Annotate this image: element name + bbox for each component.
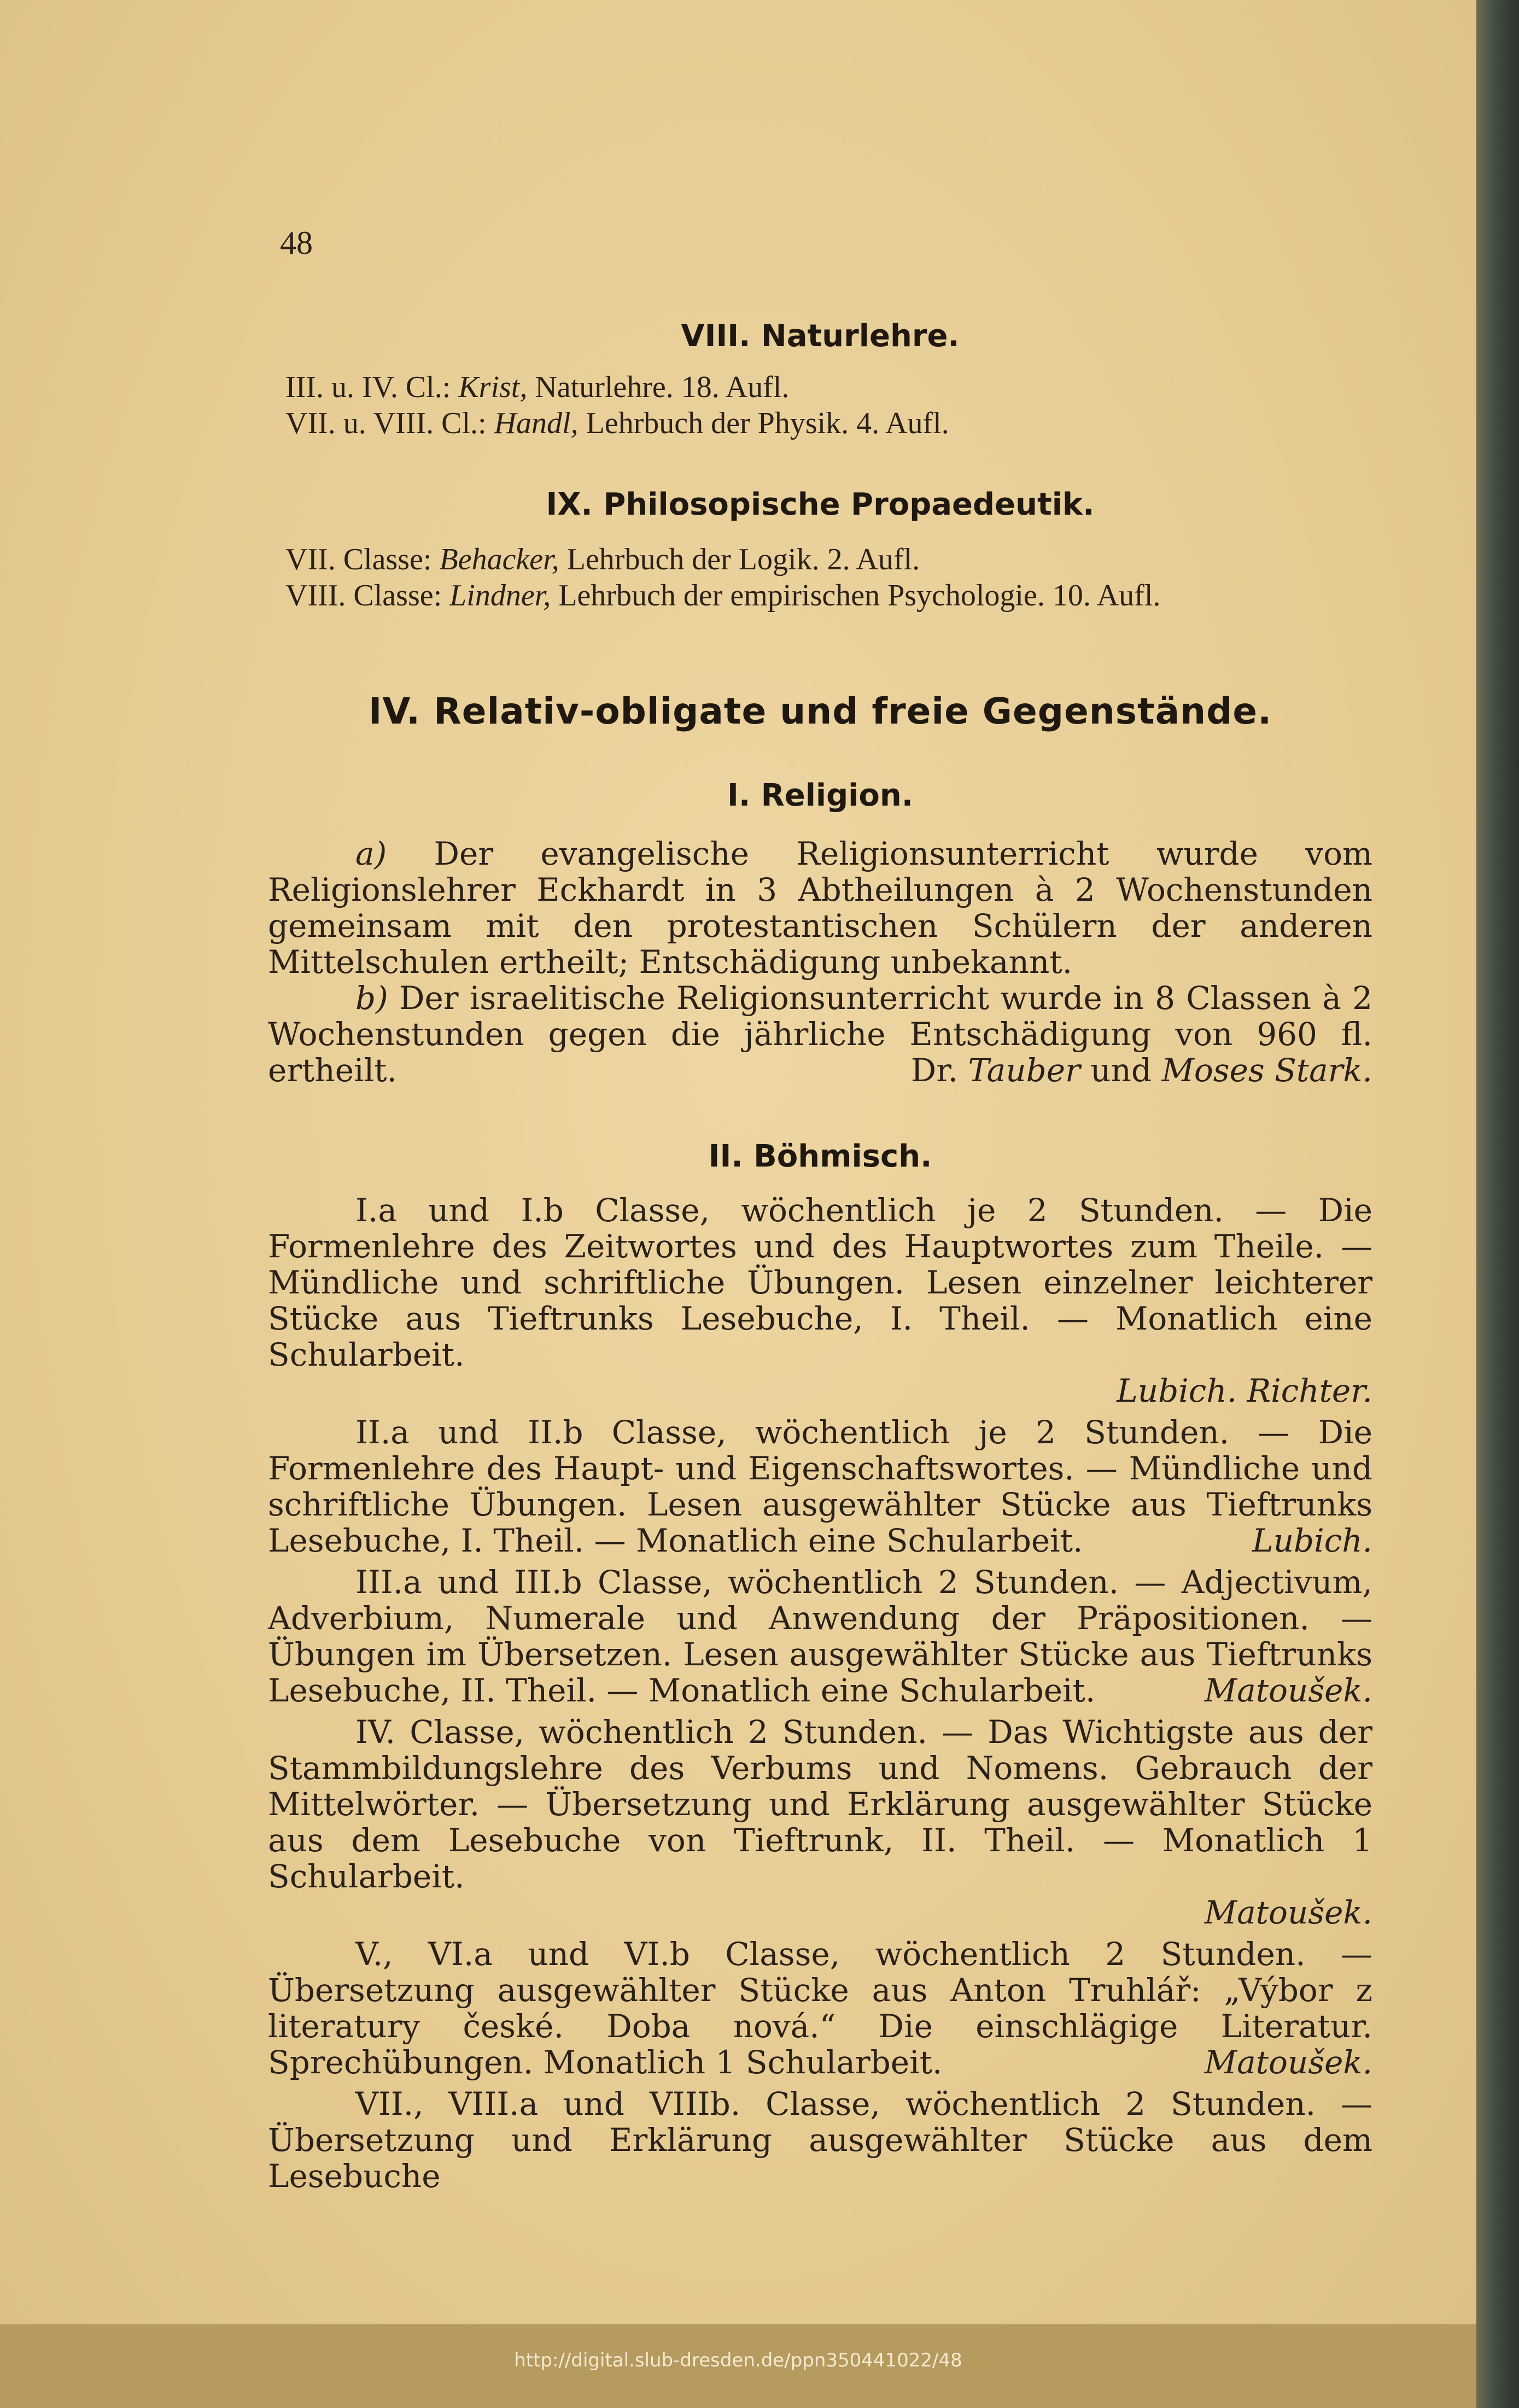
class-label: VII. Classe: xyxy=(285,543,432,576)
section-title-propaedeutik: IX. Philosopische Propaedeutik. xyxy=(546,487,1095,522)
signature: Matoušek. xyxy=(1204,1672,1372,1709)
signature: Matoušek. xyxy=(1204,2044,1372,2081)
list-item xyxy=(285,541,1379,578)
paragraph-text: Der evangelische Religionsunterricht wurde vom Religionslehrer Eckhardt in 3 Abtheilungen à 2 Wochenstunden gemeinsam mit den protestantischen Schülern der anderen Mittelschulen ertheilt; Entschädigung unbekannt. xyxy=(268,835,1372,981)
class-label: VIII. Classe: xyxy=(285,579,442,613)
item-marker: b) xyxy=(355,979,388,1017)
page-number: 48 xyxy=(280,225,313,261)
bohmisch-text xyxy=(268,1192,1372,2194)
section-title-religion: I. Religion. xyxy=(727,778,913,813)
author: Lindner, xyxy=(449,579,551,613)
signature: Lubich. xyxy=(1252,1522,1372,1559)
paragraph xyxy=(268,1414,1372,1559)
signature: Matoušek. xyxy=(1204,1894,1372,1931)
section-title-naturlehre: VIII. Naturlehre. xyxy=(681,318,960,354)
paragraph-text: Der israelitische Religionsunterricht wurde in 8 Classen à 2 Wochenstunden gegen die jährliche Entschädigung von 960 fl. ertheilt. xyxy=(268,979,1372,1089)
signature: Lubich. Richter. xyxy=(1117,1372,1372,1409)
list-item xyxy=(285,578,1379,614)
sign-prefix: Dr. xyxy=(910,1052,959,1089)
signature xyxy=(823,1052,1372,1088)
class-label: VII. u. VIII. Cl.: xyxy=(285,406,487,440)
footer-url: http://digital.slub-dresden.de/ppn350441022/48 xyxy=(514,2349,962,2371)
paragraph: IV. Classe, wöchentlich 2 Stunden. — Das Wichtigste aus der Stammbildungslehre des Verbums und Nomens. Gebrauch der Mittelwörter. — Übersetzung und Erklärung ausgewählter Stücke aus dem Lesebuche von Tieftrunk, II. Theil. — Monatlich 1 Schularbeit. xyxy=(268,1713,1372,1895)
author: Behacker, xyxy=(439,543,559,576)
paragraph xyxy=(268,1564,1372,1709)
paragraph-text: III.a und III.b Classe, wöchentlich 2 Stunden. — Adjectivum, Adverbium, Numerale und Anwendung der Präpositionen. — Übungen im Übersetzen. Lesen ausgewählter Stücke aus Tieftrunks Lesebuche, II. Theil. — Monatlich eine Schularbeit. xyxy=(268,1564,1372,1709)
author: Handl, xyxy=(494,406,579,440)
paragraph xyxy=(268,980,1372,1088)
naturlehre-list xyxy=(285,369,1379,441)
part-title: IV. Relativ-obligate und freie Gegenstände. xyxy=(368,690,1272,732)
paragraph-text: II.a und II.b Classe, wöchentlich je 2 Stunden. — Die Formenlehre des Haupt- und Eigenschaftswortes. — Mündliche und schriftliche Übungen. Lesen ausgewählter Stücke aus Tieftrunks Lesebuche, I. Theil. — Monatlich eine Schularbeit. xyxy=(268,1414,1372,1559)
propaedeutik-list xyxy=(285,541,1379,614)
paragraph: I.a und I.b Classe, wöchentlich je 2 Stunden. — Die Formenlehre des Zeitwortes und des Hauptwortes zum Theile. — Mündliche und schriftliche Übungen. Lesen einzelner leichterer Stücke aus Tieftrunks Lesebuche, I. Theil. — Monatlich eine Schularbeit. xyxy=(268,1192,1372,1373)
sign-name: Tauber xyxy=(968,1052,1080,1089)
author: Krist, xyxy=(458,370,528,404)
paragraph xyxy=(268,1936,1372,2080)
book-title: Lehrbuch der Logik. 2. Aufl. xyxy=(566,543,920,576)
list-item xyxy=(285,405,1379,441)
item-marker: a) xyxy=(355,835,387,872)
paragraph xyxy=(268,836,1372,980)
list-item xyxy=(285,369,1379,405)
religion-text xyxy=(268,836,1372,1088)
paragraph-text: V., VI.a und VI.b Classe, wöchentlich 2 Stunden. — Übersetzung ausgewählter Stücke aus Anton Truhlář: „Výbor z literatury české. Doba nová.“ Die einschlägige Literatur. Sprechübungen. Monatlich 1 Schularbeit. xyxy=(268,1935,1372,2081)
sign-and: und xyxy=(1090,1052,1152,1089)
paragraph: VII., VIII.a und VIIIb. Classe, wöchentlich 2 Stunden. — Übersetzung und Erklärung ausgewählter Stücke aus dem Lesebuche xyxy=(268,2085,1372,2195)
book-title: Naturlehre. 18. Aufl. xyxy=(535,370,790,404)
sign-name: Moses Stark. xyxy=(1161,1052,1372,1089)
book-title: Lehrbuch der empirischen Psychologie. 10. Aufl. xyxy=(558,579,1161,613)
section-title-bohmisch: II. Böhmisch. xyxy=(708,1139,932,1174)
class-label: III. u. IV. Cl.: xyxy=(285,370,451,404)
book-edge xyxy=(1476,0,1519,2408)
book-title: Lehrbuch der Physik. 4. Aufl. xyxy=(586,406,949,440)
